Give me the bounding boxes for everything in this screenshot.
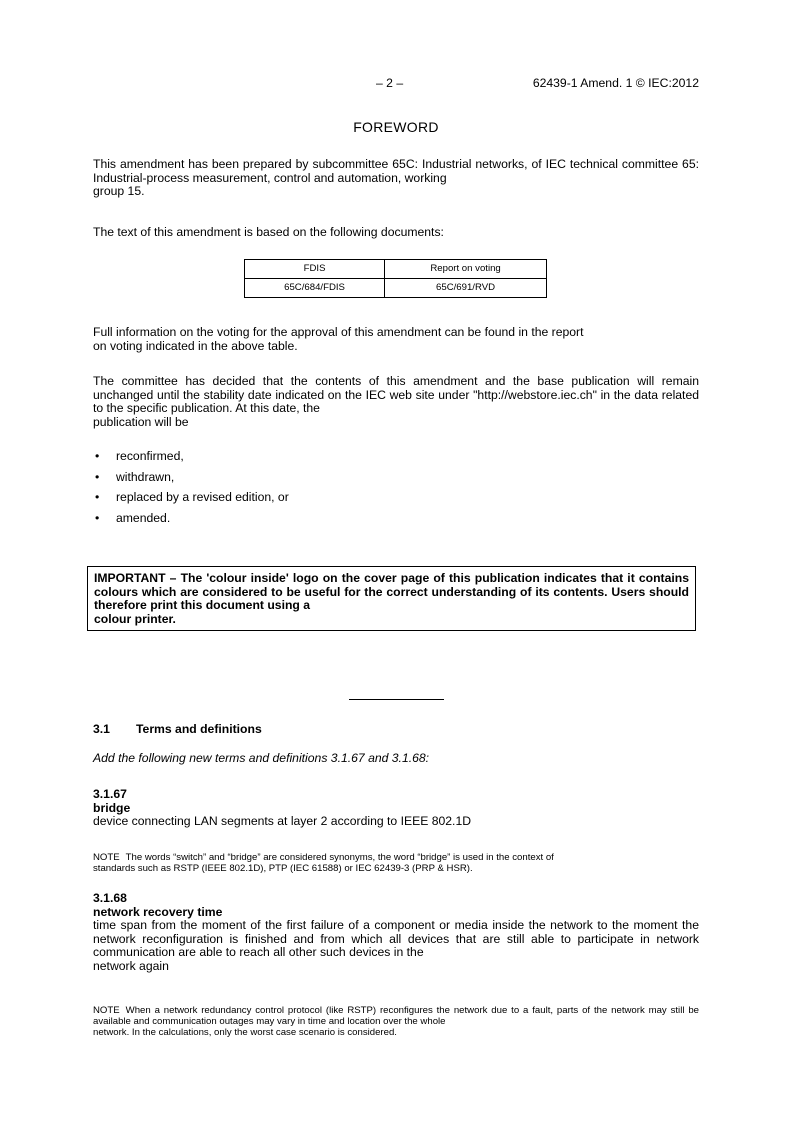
list-item bbox=[93, 450, 289, 471]
definition-text: time span from the moment of the first failure of a component or media inside the network to the moment the network reconfiguration is finished and from which all devices that are still able to participate in network communication are able to reach all other such devices in the bbox=[93, 918, 699, 960]
important-notice-box bbox=[87, 566, 696, 631]
page-number: – 2 – bbox=[376, 76, 404, 90]
term-definition bbox=[93, 919, 699, 973]
document-page bbox=[93, 0, 699, 1122]
term-definition: device connecting LAN segments at layer 2 according to IEEE 802.1D bbox=[93, 814, 472, 829]
definition-last-line: network again bbox=[93, 958, 169, 973]
note-label: NOTE bbox=[93, 852, 120, 863]
note-last-line: network. In the calculations, only the worst case scenario is considered. bbox=[93, 1026, 397, 1038]
foreword-title: FOREWORD bbox=[353, 119, 439, 135]
foreword-paragraph-1 bbox=[93, 158, 699, 199]
foreword-paragraph-4 bbox=[93, 375, 699, 429]
table-header-row bbox=[245, 260, 547, 279]
term-note-network-recovery-time bbox=[93, 1006, 699, 1038]
term-entry-network-recovery-time bbox=[93, 892, 699, 974]
paragraph-last-line: on voting indicated in the above table. bbox=[93, 338, 298, 353]
section-heading bbox=[93, 723, 262, 737]
paragraph-last-line: publication will be bbox=[93, 414, 189, 429]
important-notice-text: IMPORTANT – The 'colour inside' logo on the cover page of this publication indicates that it contains colours which are considered to be useful for the correct understanding of its contents. Users should therefore print this document using a bbox=[94, 571, 689, 613]
table-cell: 65C/691/RVD bbox=[385, 279, 547, 298]
note-label: NOTE bbox=[93, 1005, 120, 1016]
paragraph-text: The committee has decided that the contents of this amendment and the base publication will remain unchanged until the stability date indicated on the IEC web site under "http://webstore.iec.ch" in the data related to the specific publication. At this date, the bbox=[93, 374, 699, 416]
list-item-text: reconfirmed, bbox=[116, 449, 184, 463]
table-header-cell: FDIS bbox=[245, 260, 385, 279]
list-item bbox=[93, 471, 289, 492]
term-number: 3.1.67 bbox=[93, 787, 127, 801]
section-separator bbox=[349, 699, 444, 700]
term-number: 3.1.68 bbox=[93, 891, 127, 905]
important-notice-last-line: colour printer. bbox=[94, 611, 176, 626]
foreword-paragraph-3 bbox=[93, 326, 699, 353]
publication-status-list bbox=[93, 450, 289, 532]
note-text: The words “switch” and “bridge” are considered synonyms, the word “bridge” is used in the context of bbox=[125, 852, 554, 863]
note-text: When a network redundancy control protocol (like RSTP) reconfigures the network due to a fault, parts of the network may still be available and communication outages may vary in time and location over the whole bbox=[93, 1005, 699, 1027]
table-header-cell: Report on voting bbox=[385, 260, 547, 279]
bullet-icon: • bbox=[95, 449, 100, 463]
list-item-text: withdrawn, bbox=[116, 469, 175, 484]
term-name: bridge bbox=[93, 800, 131, 815]
bullet-icon: • bbox=[95, 490, 100, 504]
table-row bbox=[245, 279, 547, 298]
paragraph-text: Full information on the voting for the approval of this amendment can be found in the report bbox=[93, 325, 584, 339]
page-header bbox=[93, 77, 699, 93]
list-item bbox=[93, 491, 289, 512]
note-last-line: standards such as RSTP (IEEE 802.1D), PTP (IEC 61588) or IEC 62439-3 (PRP & HSR). bbox=[93, 862, 473, 874]
foreword-paragraph-2: The text of this amendment is based on the following documents: bbox=[93, 225, 444, 239]
amendment-instruction: Add the following new terms and definitions 3.1.67 and 3.1.68: bbox=[93, 751, 430, 765]
documents-table bbox=[244, 259, 547, 298]
paragraph-last-line: group 15. bbox=[93, 184, 145, 199]
section-number: 3.1 bbox=[93, 722, 110, 736]
table-cell: 65C/684/FDIS bbox=[245, 279, 385, 298]
list-item bbox=[93, 512, 289, 533]
list-item-text: amended. bbox=[116, 510, 171, 525]
term-note-bridge bbox=[93, 853, 699, 875]
document-reference: 62439-1 Amend. 1 © IEC:2012 bbox=[532, 76, 699, 90]
bullet-icon: • bbox=[95, 469, 100, 484]
bullet-icon: • bbox=[95, 510, 100, 525]
term-name: network recovery time bbox=[93, 904, 223, 919]
section-title: Terms and definitions bbox=[136, 722, 262, 736]
term-entry-bridge bbox=[93, 788, 699, 829]
list-item-text: replaced by a revised edition, or bbox=[116, 490, 289, 504]
paragraph-text: This amendment has been prepared by subcommittee 65C: Industrial networks, of IEC technical committee 65: Industrial-process measurement, control and automation, working bbox=[93, 157, 699, 185]
